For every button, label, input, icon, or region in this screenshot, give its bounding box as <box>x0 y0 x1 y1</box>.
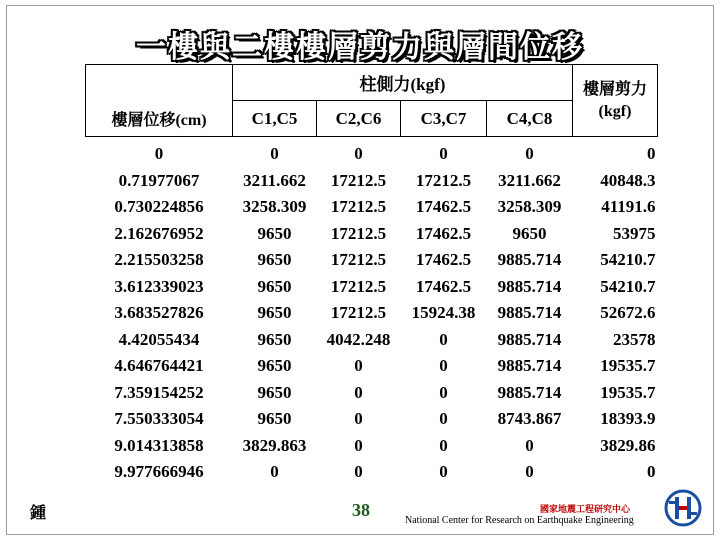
table-row <box>86 221 658 248</box>
table-row <box>86 406 658 433</box>
floor-disp-cell: 0.71977067 <box>118 170 200 190</box>
column-shear-cell: 9885.714 <box>497 382 562 402</box>
story-shear-cell: 52672.6 <box>600 303 656 323</box>
org-name-english: National Center for Research on Earthquake Engineering <box>405 515 634 526</box>
table-row <box>86 300 658 327</box>
column-shear-cell: 9650 <box>257 276 292 296</box>
floor-disp-cell: 2.162676952 <box>114 223 204 243</box>
column-shear-cell: 17212.5 <box>330 223 387 243</box>
column-shear-cell: 3211.662 <box>243 170 306 190</box>
column-shear-cell: 3258.309 <box>497 197 562 217</box>
table-row <box>86 274 658 301</box>
column-shear-cell: 0 <box>354 409 363 429</box>
column-shear-cell: 3258.309 <box>242 197 307 217</box>
story-shear-cell: 23578 <box>613 329 656 349</box>
floor-disp-cell: 4.42055434 <box>118 329 200 349</box>
story-shear-cell: 0 <box>647 144 656 164</box>
column-shear-cell: 17462.5 <box>415 197 472 217</box>
column-shear-cell: 0 <box>439 409 448 429</box>
column-shear-cell: 0 <box>354 356 363 376</box>
column-shear-cell: 0 <box>439 356 448 376</box>
column-shear-cell: 0 <box>354 382 363 402</box>
column-shear-cell: 17212.5 <box>330 170 387 190</box>
column-shear-cell: 9650 <box>257 303 292 323</box>
column-shear-cell: 0 <box>439 144 448 164</box>
story-shear-cell: 19535.7 <box>600 356 656 376</box>
column-shear-cell: 9650 <box>257 382 292 402</box>
column-shear-cell: 17212.5 <box>330 303 387 323</box>
story-shear-cell: 54210.7 <box>600 250 656 270</box>
column-shear-cell: 0 <box>354 435 363 455</box>
table-row <box>86 353 658 380</box>
column-shear-cell: 0 <box>270 144 279 164</box>
story-shear-cell: 41191.6 <box>601 197 656 217</box>
header-story-shear: 樓層剪力(kgf) <box>573 65 658 137</box>
floor-disp-cell: 0.730224856 <box>114 197 204 217</box>
column-shear-cell: 9650 <box>512 223 547 243</box>
table-row <box>86 327 658 354</box>
story-shear-cell: 40848.3 <box>600 170 656 190</box>
slide-title: 一樓與二樓樓層剪力與層間位移 <box>136 30 584 65</box>
column-shear-cell: 9650 <box>257 356 292 376</box>
column-shear-cell: 0 <box>439 435 448 455</box>
floor-disp-cell: 2.215503258 <box>114 250 204 270</box>
story-shear-cell: 53975 <box>613 223 656 243</box>
column-shear-cell: 0 <box>439 382 448 402</box>
column-shear-cell: 17212.5 <box>330 276 387 296</box>
header-col-group: C1,C5 <box>233 101 317 137</box>
column-shear-cell: 0 <box>354 462 363 482</box>
header-col-group: C4,C8 <box>487 101 573 137</box>
column-shear-cell: 0 <box>439 462 448 482</box>
table-row <box>86 137 658 168</box>
floor-disp-cell: 3.683527826 <box>114 303 204 323</box>
table-row <box>86 459 658 486</box>
floor-disp-cell: 4.646764421 <box>114 356 204 376</box>
header-col-group: C3,C7 <box>401 101 487 137</box>
column-shear-cell: 0 <box>525 462 534 482</box>
side-mark: 鍾 <box>30 503 47 522</box>
ncree-logo-icon <box>664 488 702 528</box>
column-shear-cell: 3829.863 <box>242 435 307 455</box>
column-shear-cell: 9885.714 <box>497 250 562 270</box>
column-shear-cell: 17462.5 <box>415 223 472 243</box>
table-row <box>86 433 658 460</box>
column-shear-cell: 9650 <box>257 250 292 270</box>
column-shear-cell: 17212.5 <box>330 250 387 270</box>
column-shear-cell: 9650 <box>257 223 292 243</box>
column-shear-cell: 0 <box>525 435 534 455</box>
shear-table <box>85 64 658 486</box>
table-row <box>86 168 658 195</box>
column-shear-cell: 15924.38 <box>411 303 476 323</box>
floor-disp-cell: 7.359154252 <box>114 382 204 402</box>
column-shear-cell: 0 <box>439 329 448 349</box>
table-row <box>86 380 658 407</box>
floor-disp-cell: 9.014313858 <box>114 435 204 455</box>
column-shear-cell: 17212.5 <box>330 197 387 217</box>
floor-disp-cell: 9.977666946 <box>114 462 204 482</box>
column-shear-cell: 9885.714 <box>497 303 562 323</box>
story-shear-cell: 54210.7 <box>600 276 656 296</box>
column-shear-cell: 3211.662 <box>498 170 561 190</box>
table-row <box>86 247 658 274</box>
story-shear-cell: 19535.7 <box>600 382 656 402</box>
column-shear-cell: 4042.248 <box>326 329 391 349</box>
header-floor-disp: 樓層位移(cm) <box>86 101 233 137</box>
table-row <box>86 194 658 221</box>
story-shear-cell: 0 <box>647 462 656 482</box>
table-body <box>86 137 658 486</box>
column-shear-cell: 17462.5 <box>415 250 472 270</box>
header-col-group: C2,C6 <box>317 101 401 137</box>
floor-disp-cell: 3.612339023 <box>114 276 204 296</box>
story-shear-cell: 18393.9 <box>600 409 656 429</box>
header-column-shear: 柱側力(kgf) <box>233 65 573 101</box>
page-number: 38 <box>352 500 370 520</box>
column-shear-cell: 8743.867 <box>497 409 562 429</box>
column-shear-cell: 17462.5 <box>415 276 472 296</box>
story-shear-cell: 3829.86 <box>600 435 656 455</box>
floor-disp-cell: 7.550333054 <box>114 409 204 429</box>
column-shear-cell: 9650 <box>257 409 292 429</box>
column-shear-cell: 9885.714 <box>497 276 562 296</box>
column-shear-cell: 0 <box>354 144 363 164</box>
column-shear-cell: 0 <box>270 462 279 482</box>
floor-disp-cell: 0 <box>154 144 164 164</box>
header-corner <box>86 65 233 101</box>
column-shear-cell: 9885.714 <box>497 329 562 349</box>
org-name-chinese: 國家地震工程研究中心 <box>540 505 631 515</box>
column-shear-cell: 17212.5 <box>415 170 472 190</box>
column-shear-cell: 9650 <box>257 329 292 349</box>
column-shear-cell: 0 <box>525 144 534 164</box>
column-shear-cell: 9885.714 <box>497 356 562 376</box>
